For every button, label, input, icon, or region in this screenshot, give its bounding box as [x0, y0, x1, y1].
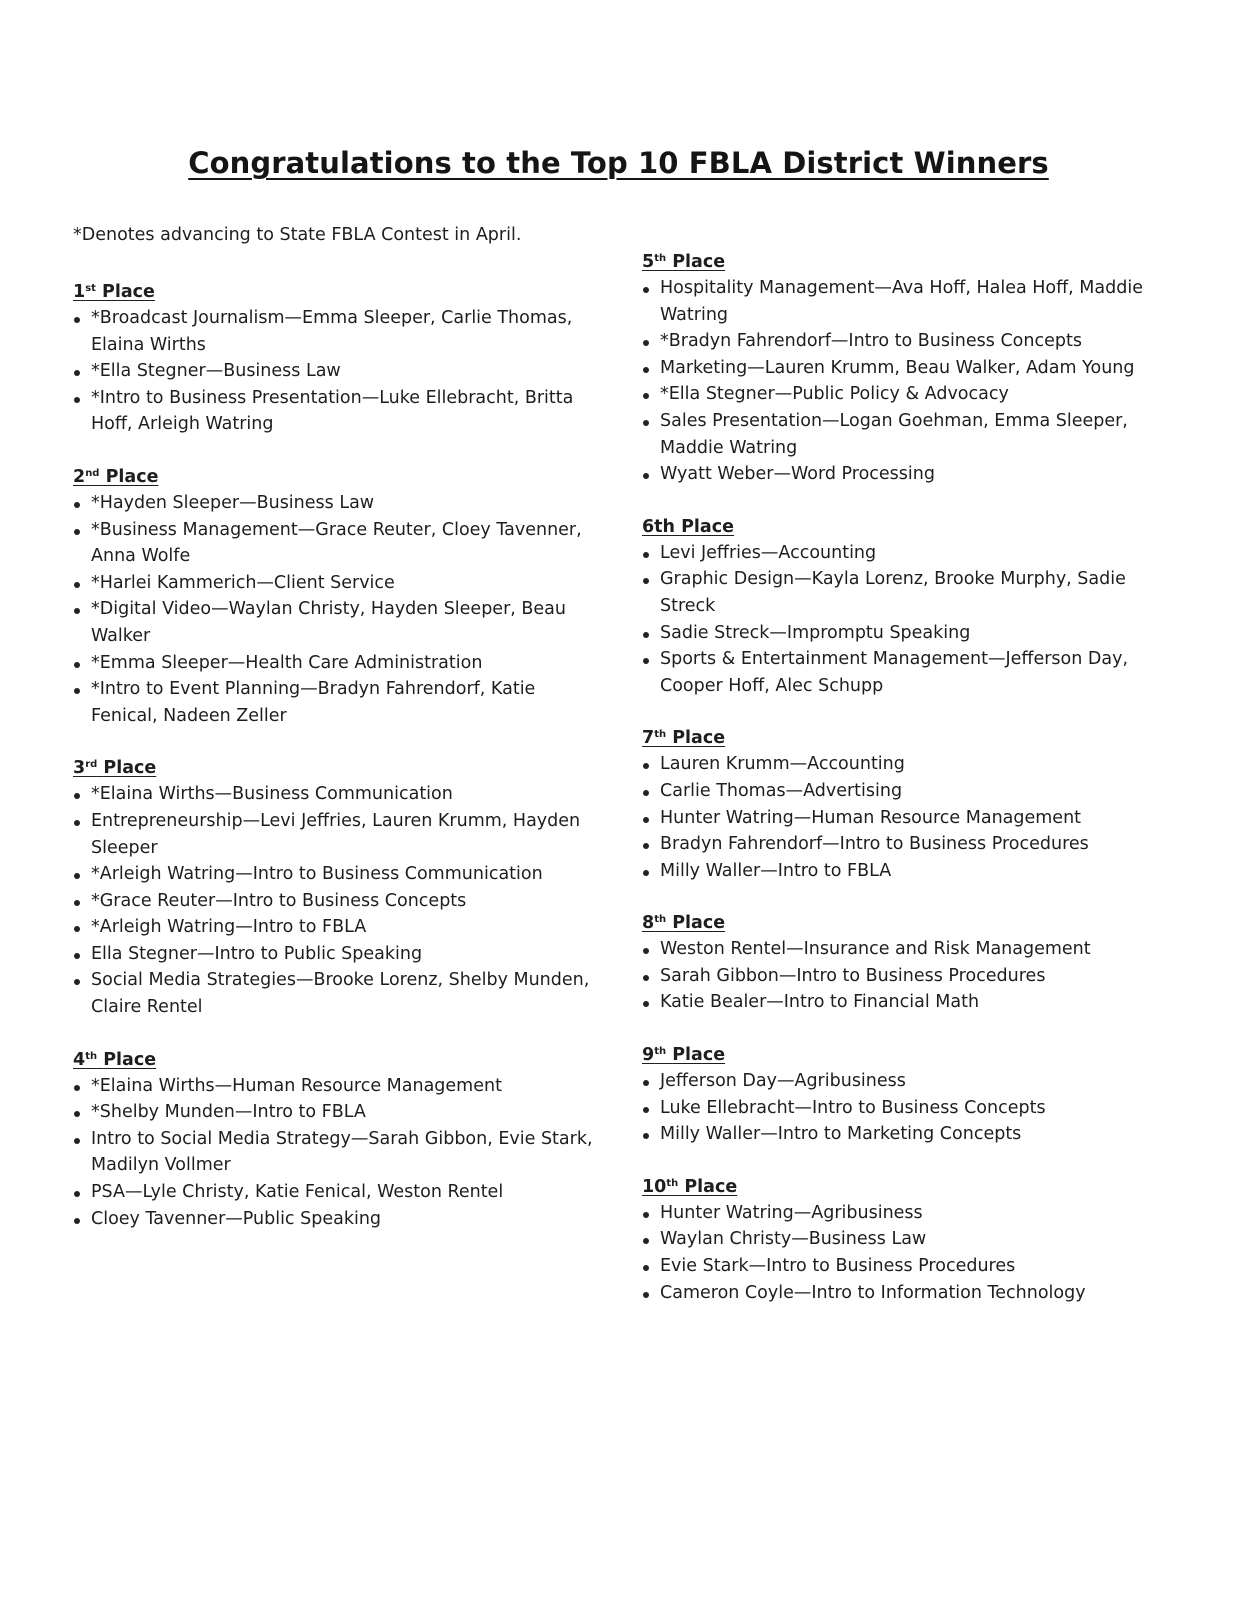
place-ordinal-suffix: st	[85, 283, 96, 294]
winner-entry: *Bradyn Fahrendorf—Intro to Business Concepts	[642, 328, 1162, 355]
place-section	[642, 1042, 1162, 1148]
place-ordinal-suffix: nd	[85, 467, 100, 479]
place-heading	[73, 755, 593, 781]
place-section	[642, 1174, 1162, 1306]
place-number: 9	[642, 1045, 655, 1066]
place-number: 4	[73, 1049, 86, 1070]
winners-list	[73, 490, 593, 729]
winner-entry: *Intro to Event Planning—Bradyn Fahrendorf, Katie Fenical, Nadeen Zeller	[73, 676, 593, 729]
winner-entry: *Emma Sleeper—Health Care Administration	[73, 650, 593, 677]
place-heading	[642, 725, 1162, 751]
winner-entry: Milly Waller—Intro to FBLA	[642, 858, 1162, 885]
winner-entry: Intro to Social Media Strategy—Sarah Gibbon, Evie Stark, Madilyn Vollmer	[73, 1126, 593, 1179]
winner-entry: Milly Waller—Intro to Marketing Concepts	[642, 1121, 1162, 1148]
place-heading	[642, 1042, 1162, 1068]
right-column	[642, 249, 1162, 1332]
winner-entry: *Digital Video—Waylan Christy, Hayden Sleeper, Beau Walker	[73, 596, 593, 649]
place-number: 1	[73, 282, 86, 302]
place-section	[642, 514, 1162, 700]
winner-entry: Evie Stark—Intro to Business Procedures	[642, 1253, 1162, 1280]
winner-entry: *Arleigh Watring—Intro to FBLA	[73, 914, 593, 941]
place-heading	[73, 1047, 593, 1073]
winner-entry: *Ella Stegner—Business Law	[73, 358, 593, 385]
place-word: Place	[684, 1176, 738, 1197]
winner-entry: Luke Ellebracht—Intro to Business Concepts	[642, 1095, 1162, 1122]
place-word: Place	[105, 466, 159, 487]
place-section	[642, 725, 1162, 884]
winner-entry: PSA—Lyle Christy, Katie Fenical, Weston Rentel	[73, 1179, 593, 1206]
winner-entry: *Ella Stegner—Public Policy & Advocacy	[642, 381, 1162, 408]
winner-entry: Sales Presentation—Logan Goehman, Emma Sleeper, Maddie Watring	[642, 408, 1162, 461]
winner-entry: *Arleigh Watring—Intro to Business Communication	[73, 861, 593, 888]
place-section	[642, 910, 1162, 1016]
place-ordinal-suffix: th	[654, 729, 667, 741]
place-heading	[73, 279, 593, 305]
place-heading	[642, 249, 1162, 275]
winners-list	[73, 305, 593, 438]
winner-entry: Hunter Watring—Agribusiness	[642, 1200, 1162, 1227]
winners-list	[642, 275, 1162, 488]
place-ordinal-suffix: rd	[85, 759, 98, 771]
place-heading	[642, 514, 1162, 540]
place-ordinal-suffix: th	[654, 1046, 667, 1058]
place-ordinal-suffix: th	[654, 253, 667, 264]
winner-entry: Entrepreneurship—Levi Jeffries, Lauren Krumm, Hayden Sleeper	[73, 808, 593, 861]
place-word: Place	[103, 758, 157, 779]
winner-entry: *Business Management—Grace Reuter, Cloey Tavenner, Anna Wolfe	[73, 517, 593, 570]
winner-entry: Sarah Gibbon—Intro to Business Procedures	[642, 963, 1162, 990]
winner-entry: *Hayden Sleeper—Business Law	[73, 490, 593, 517]
winner-entry: Lauren Krumm—Accounting	[642, 751, 1162, 778]
place-number: 2	[73, 466, 86, 487]
place-number: 7	[642, 728, 655, 749]
winners-list	[642, 751, 1162, 884]
place-word: Place	[672, 1045, 726, 1066]
place-word: Place	[672, 913, 726, 934]
winner-entry: Sadie Streck—Impromptu Speaking	[642, 620, 1162, 647]
place-section	[73, 464, 593, 729]
winner-entry: Hospitality Management—Ava Hoff, Halea Hoff, Maddie Watring	[642, 275, 1162, 328]
winner-entry: *Broadcast Journalism—Emma Sleeper, Carlie Thomas, Elaina Wirths	[73, 305, 593, 358]
page-title: Congratulations to the Top 10 FBLA District Winners	[188, 146, 1049, 180]
winner-entry: Cloey Tavenner—Public Speaking	[73, 1206, 593, 1233]
place-word: Place	[102, 282, 155, 302]
winners-list	[73, 781, 593, 1020]
place-word: Place	[672, 252, 726, 272]
place-section	[73, 279, 593, 438]
place-ordinal-suffix: th	[666, 1177, 679, 1189]
winner-entry: *Grace Reuter—Intro to Business Concepts	[73, 888, 593, 915]
winner-entry: Cameron Coyle—Intro to Information Technology	[642, 1280, 1162, 1307]
place-section	[73, 1047, 593, 1233]
winner-entry: Levi Jeffries—Accounting	[642, 540, 1162, 567]
place-heading	[73, 464, 593, 490]
winner-entry: Carlie Thomas—Advertising	[642, 778, 1162, 805]
winner-entry: *Elaina Wirths—Business Communication	[73, 781, 593, 808]
left-column	[73, 279, 593, 1258]
winner-entry: *Harlei Kammerich—Client Service	[73, 570, 593, 597]
place-word: Place	[672, 728, 726, 749]
winner-entry: Wyatt Weber—Word Processing	[642, 461, 1162, 488]
winner-entry: Sports & Entertainment Management—Jefferson Day, Cooper Hoff, Alec Schupp	[642, 646, 1162, 699]
winner-entry: Marketing—Lauren Krumm, Beau Walker, Adam Young	[642, 355, 1162, 382]
state-advancing-note: *Denotes advancing to State FBLA Contest in April.	[73, 225, 522, 245]
winners-list	[73, 1073, 593, 1233]
place-heading	[642, 1174, 1162, 1200]
winner-entry: Bradyn Fahrendorf—Intro to Business Procedures	[642, 831, 1162, 858]
winner-entry: Graphic Design—Kayla Lorenz, Brooke Murphy, Sadie Streck	[642, 566, 1162, 619]
winner-entry: Ella Stegner—Intro to Public Speaking	[73, 941, 593, 968]
place-section	[642, 249, 1162, 488]
place-number: 10	[642, 1176, 667, 1197]
place-ordinal-suffix: th	[654, 914, 667, 926]
place-word: Place	[103, 1049, 157, 1070]
winner-entry: Hunter Watring—Human Resource Management	[642, 805, 1162, 832]
winner-entry: Jefferson Day—Agribusiness	[642, 1068, 1162, 1095]
place-ordinal-suffix: th	[85, 1050, 98, 1062]
winners-list	[642, 936, 1162, 1016]
winner-entry: *Shelby Munden—Intro to FBLA	[73, 1099, 593, 1126]
winners-list	[642, 1068, 1162, 1148]
place-section	[73, 755, 593, 1020]
winner-entry: *Elaina Wirths—Human Resource Management	[73, 1073, 593, 1100]
winner-entry: Social Media Strategies—Brooke Lorenz, Shelby Munden, Claire Rentel	[73, 967, 593, 1020]
winners-list	[642, 540, 1162, 700]
winner-entry: Waylan Christy—Business Law	[642, 1226, 1162, 1253]
place-number: 3	[73, 758, 86, 779]
winners-list	[642, 1200, 1162, 1306]
winner-entry: Katie Bealer—Intro to Financial Math	[642, 989, 1162, 1016]
place-heading	[642, 910, 1162, 936]
place-number: 8	[642, 913, 655, 934]
winner-entry: *Intro to Business Presentation—Luke Ellebracht, Britta Hoff, Arleigh Watring	[73, 385, 593, 438]
place-number: 5	[642, 252, 655, 272]
place-number: 6th Place	[642, 516, 734, 537]
winner-entry: Weston Rentel—Insurance and Risk Management	[642, 936, 1162, 963]
